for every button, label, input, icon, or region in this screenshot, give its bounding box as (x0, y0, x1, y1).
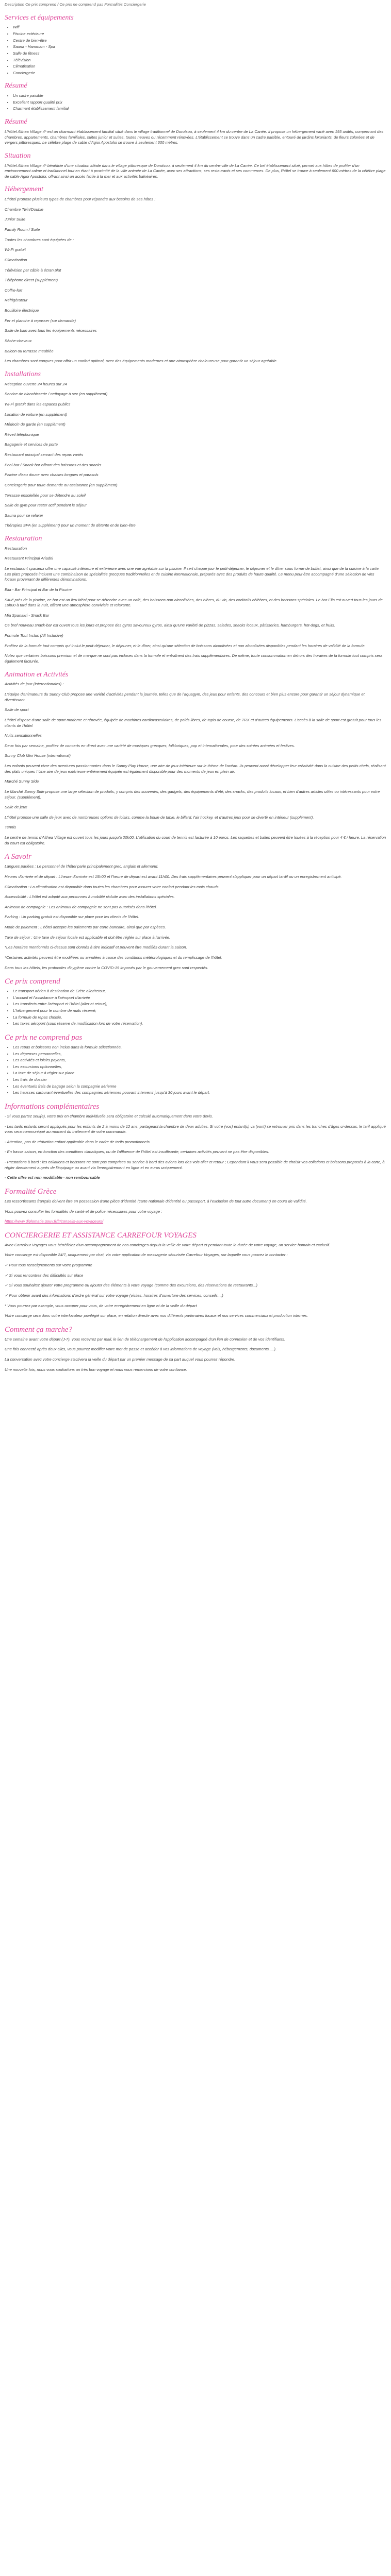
comment-body (5, 1337, 386, 1373)
text-line: Votre concierge est disponible 24/7, uniquement par chat, via votre application de messagerie sécurisée Carrefour Voyages, sur laquelle vous pouvez le contacter : (5, 1252, 288, 1258)
list-item: • Conciergerie (13, 71, 386, 76)
prix-comprend-title: Ce prix comprend (5, 977, 60, 986)
text-line: Taxe de séjour : Une taxe de séjour locale est applicable et doit être réglée sur place à l'arrivée. (5, 935, 171, 940)
text-line: Accessibilité : L'hôtel est adapté aux personnes à mobilité réduite avec des installations spéciales. (5, 894, 175, 900)
list-item: • Les repas et boissons non inclus dans la formule sélectionnée, (13, 1045, 386, 1050)
formalite-title: Formalité Grèce (5, 1187, 57, 1196)
text-line: Sunny Club Mini House (international) (5, 753, 71, 758)
text-line: Fer et planche à repasser (sur demande) (5, 318, 76, 323)
text-line: Wi-Fi gratuit dans les espaces publics (5, 401, 71, 406)
restauration-body (5, 546, 386, 665)
infos-title: Informations complémentaires (5, 1102, 100, 1111)
text-line: Salle de gym pour rester actif pendant le séjour (5, 503, 87, 508)
text-line: Elia - Bar Principal et Bar de la Piscine (5, 587, 72, 592)
list-item: • Sauna - Hammam - Spa (13, 44, 386, 50)
text-line: *Les horaires mentionnés ci-dessus sont donnés à titre indicatif et peuvent être modifiés durant la saison. (5, 945, 187, 950)
text-line: Coffre-fort (5, 287, 23, 293)
text-line: Climatisation (5, 257, 27, 262)
text-line: Salle de jeux (5, 805, 27, 810)
list-item: • La formule de repas choisie, (13, 1015, 386, 1021)
text-line: L'équipe d'animateurs du Sunny Club propose une variété d'activités pendant la journée, telles que de l'aquagym, des jeux pour enfants, des concours et bien plus encore pour garantir un séjour dynamique et divertissant. (5, 692, 365, 702)
text-line: Salle de bain avec tous les équipements nécessaires (5, 328, 97, 333)
conciergerie-title: CONCIERGERIE ET ASSISTANCE CARREFOUR VOYAGES (5, 1231, 197, 1240)
text-line: Terrasse ensoleillée pour se détendre au soleil (5, 493, 86, 498)
hebergement-lines (5, 197, 386, 364)
text-line: Balcon ou terrasse meublée (5, 348, 54, 353)
text-line: - En basse saison, en fonction des conditions climatiques, ou de l'affluence de l'hôtel est insuffisante, certaines activités peuvent ne pas être disponibles. (5, 1149, 269, 1155)
list-item: • Les activités et loisirs payants, (13, 1058, 386, 1063)
text-line: Activités de jour (internationales) : (5, 682, 64, 687)
text-line: Pool bar / Snack bar offrant des boissons et des snacks (5, 462, 102, 467)
text-line: Deux fois par semaine, profitez de concerts en direct avec une variété de musiques grecques, folkloriques, pop et internationales, pour des soirées animées et festives. (5, 743, 295, 748)
text-line: Service de blanchisserie / nettoyage à sec (en supplément) (5, 392, 108, 397)
list-item: • Les transferts entre l'aéroport et l'hôtel (aller et retour), (13, 1002, 386, 1007)
list-item: • La taxe de séjour à régler sur place (13, 1071, 386, 1076)
text-line: Nuits sensationnelles (5, 733, 42, 738)
resume-text: L'Hôtel Althea Village 4* est un charmant établissement familial situé dans le village traditionnel de Dorotsou, à seulement 4 km du centre de La Canée. Il propose un hébergement varié avec 155 unités, comprenant des chambres, appartements, chambres familiales, suites junior et suites, toutes neuves ou récemment rénovées. L'établissement se trouve dans un cadre paisible, entouré de jardins luxuriants, de fleurs colorées et de vergers pittoresques. Le célèbre plage de sable d'Agioi Apostoloi se trouve à seulement 600 mètres. (5, 129, 384, 145)
list-item: • Climatisation (13, 64, 386, 70)
text-line: ✓ Pour tous renseignements sur votre programme (5, 1263, 92, 1267)
text-line: ✓ Si vous rencontrez des difficultés sur place (5, 1273, 84, 1278)
restauration-title: Restauration (5, 535, 42, 543)
list-item: • Salle de fitness (13, 51, 386, 57)
installations-lines (5, 382, 386, 529)
text-line: Tennis (5, 825, 17, 830)
text-line: - Prestations à bord : les collations et boissons ne sont pas comprises ou service à bord des avions lors des vols aller et retour ; Cependant il vous sera possible de choisir vos collations et boissons proposés à la carte, à régler directement auprès de l'équipage ou avant via l'enregistrement en ligne et en euros uniquement. (5, 1160, 385, 1170)
situation-title: Situation (5, 151, 31, 160)
text-line: Réveil téléphonique (5, 432, 39, 437)
text-line: Une nouvelle fois, nous vous souhaitons un très bon voyage et nous vous remercions de votre confiance. (5, 1367, 187, 1372)
services-list (5, 25, 386, 76)
text-line: Toutes les chambres sont équipées de : (5, 237, 74, 242)
text-line: Sauna pour se relaxer (5, 513, 43, 518)
text-line: Animaux de compagnie : Les animaux de compagnie ne sont pas autorisés dans l'hôtel. (5, 904, 157, 909)
resume-block-title: Résumé (5, 118, 27, 126)
comment-title: Comment ça marche? (5, 1325, 73, 1334)
text-line: Parking : Un parking gratuit est disponible sur place pour les clients de l'hôtel. (5, 914, 139, 920)
text-line: Réception ouverte 24 heures sur 24 (5, 381, 67, 386)
text-line: Restaurant Principal Ariadni (5, 556, 53, 561)
text-line: Réfrigérateur (5, 298, 28, 303)
list-item: • Les hausses carburant éventuelles des compagnies aériennes pouvant intervenir jusqu'à 30 jours avant le départ. (13, 1090, 386, 1096)
text-line: Wi-Fi gratuit (5, 247, 26, 252)
text-line: Family Room / Suite (5, 227, 40, 232)
hebergement-title: Hébergement (5, 185, 43, 194)
text-line: Dans tous les hôtels, les protocoles d'hygiène contre la COVID-19 imposés par le gouvernement grec sont respectés. (5, 965, 208, 970)
text-line: Heures d'arrivée et de départ : L'heure d'arrivée est 15h00 et l'heure de départ est avant 11h00. Des frais supplémentaires peuvent s'appliquer pour un départ tardif ou un enregistrement anticipé. (5, 874, 342, 879)
text-line: Bagagerie et services de porte (5, 442, 58, 447)
text-line: Le Marché Sunny Side propose une large sélection de produits, y compris des souvenirs, des gadgets, des équipements d'été, des snacks, des produits locaux, et bien d'autres articles utiles ou intéressants pour votre séjour. (supplément). (5, 789, 380, 800)
text-line: * Vous pourrez par exemple, vous occuper pour vous, de votre enregistrement en ligne et de la veille du départ (5, 1303, 197, 1308)
text-line: Thérapies SPA (en supplément) pour un moment de détente et de bien-être (5, 523, 136, 528)
text-line: L'hôtel propose plusieurs types de chambres pour répondre aux besoins de ses hôtes : (5, 197, 156, 202)
prix-ne-comprend-title: Ce prix ne comprend pas (5, 1033, 83, 1042)
text-line: Langues parlées : Le personnel de l'hôtel parle principalement grec, anglais et allemand. (5, 864, 158, 869)
text-line: - Cette offre est non modifiable - non remboursable (5, 1175, 100, 1180)
text-line: L'hôtel dispose d'une salle de sport moderne et rénovée, équipée de machines cardiovasculaires, de poids libres, de tapis de course, de TRX et d'autres équipements. L'accès à la salle de sport est gratuit pour tous les clients de l'hôtel. (5, 717, 382, 728)
services-title: Services et équipements (5, 13, 74, 22)
formalite-body (5, 1199, 386, 1225)
text-line: Avec Carrefour Voyages vous bénéficiez d'un accompagnement de nos concierges depuis la veille de votre départ et pendant toute la durée de votre voyage, un service humain et exclusif. (5, 1242, 330, 1247)
text-line: - Les tarifs enfants seront appliqués pour les enfants de 2 à moins de 12 ans, partageant la chambre de deux adultes. Si votre (vos) enfant(s) va (vont) se retrouver pris dans les tranches d'âges ci-dessus, le tarif appliqué vous sera communiqué au moment du traitement de votre commande. (5, 1124, 386, 1134)
list-item: • Un cadre paisible (13, 93, 386, 99)
list-item: • Piscine extérieure (13, 31, 386, 37)
text-line: Location de voiture (en supplément) (5, 412, 68, 417)
text-line: Une fois connecté après deux clics, vous pourrez modifier votre mot de passe et accéder à vos informations de voyage (vols, hébergements, documents.....). (5, 1347, 277, 1352)
diplomatie-link[interactable]: https://www.diplomatie.gouv.fr/fr/conseils-aux-voyageurs/ (5, 1219, 104, 1224)
text-line: Formule Tout Inclus (All Inclusive) (5, 633, 63, 638)
prix-comprend-list (5, 989, 386, 1027)
text-line: ✓ Si vous souhaitez ajouter votre programme ou ajouter des éléments à votre voyage (comme des excursions, des réservations de restaurants...) (5, 1283, 258, 1288)
list-item: • Charmant établissement familial (13, 106, 386, 112)
situation-text: L'Hôtel Althea Village 4* bénéficie d'une situation idéale dans le village pittoresque de Dorotsou, à seulement 4 km du centre-ville de La Canée. Ce bel établissement situé, permet aux hôtes de profiter d'un environnement calme et traditionnel tout en étant à proximité de la ville animée de La Canée, avec ses attractions, ses restaurants et ses commerces. De plus, l'hôtel se trouve à seulement 600 mètres de la célèbre plage de sable Agioi Apostoloi, offrant ainsi un accès facile à la mer et aux activités balnéaires. (5, 163, 386, 179)
prix-ne-comprend-list (5, 1045, 386, 1096)
savoir-body (5, 864, 386, 971)
text-line: Situé près de la piscine, ce bar est un lieu idéal pour se détendre avec un café, des boissons non alcoolisées, des bières, du vin, des cocktails célèbres, et des boissons spéciales. Le bar Elia est ouvert tous les jours de 10h00 à tard dans la nuit, offrant une atmosphère conviviale et relaxante. (5, 597, 383, 608)
text-line: Vous pouvez consulter les formalités de santé et de police nécessaires pour votre voyage : (5, 1209, 162, 1214)
text-line: Chambre Twin/Double (5, 207, 43, 212)
text-line: Une semaine avant votre départ (J-7), vous recevrez par mail, le lien de téléchargement de l'application accompagné d'un lien de connexion et de vos identifiants. (5, 1336, 286, 1342)
text-line: Profitez de la formule tout compris qui inclut le petit-déjeuner, le déjeuner, et le dîner, ainsi qu'une sélection de boissons alcoolisées et non alcoolisées disponibles pendant les horaires de validité de la formule. (5, 643, 366, 648)
list-item: • Centre de bien-être (13, 38, 386, 44)
animation-title: Animation et Activités (5, 670, 69, 679)
intro-tabs: Description Ce prix comprend / Ce prix ne comprend pas Formalités Conciergerie (5, 2, 146, 7)
text-line: - Attention, pas de réduction enfant applicable dans le cadre de tarifs promotionnels. (5, 1139, 151, 1144)
text-line: Le restaurant spacieux offre une capacité intérieure et extérieure avec une vue agréable sur la piscine. Il sert chaque jour le petit-déjeuner, le déjeuner et le dîner sous forme de buffet, ainsi que de la cuisine à la carte. Les plats proposés incluent une combinaison de spécialités grecques traditionnelles et de cuisine internationale, préparés avec des produits de haute qualité. Le menu peut être accompagné d'une sélection de vins locaux provenant de différentes dénominations. (5, 566, 380, 582)
resume-title: Résumé (5, 82, 27, 90)
list-item: • Les excursions optionnelles, (13, 1064, 386, 1070)
text-line: Les enfants peuvent vivre des aventures passionnantes dans le Sunny Play House, une aire de jeux intérieure sur le thème de l'océan. Ils peuvent aussi développer leur créativité dans la cuisine des petits chefs, réalisant des plats uniques ! Une aire de jeux extérieure entièrement équipée est également disponible pour des moments de jeux en plein air. (5, 764, 386, 774)
list-item: • Télévision (13, 58, 386, 63)
text-line: ✓ Pour obtenir avant des informations d'ordre général sur votre voyage (visites, horaires d'ouverture des services, conseils....) (5, 1293, 223, 1298)
savoir-title: A Savoir (5, 853, 31, 861)
text-line: Les ressortissants français doivent être en possession d'une pièce d'identité (carte nationale d'identité ou passeport, à l'exclusion de tout autre document) en cours de validité. (5, 1198, 307, 1204)
list-item: • Excellent rapport qualité prix (13, 100, 386, 106)
text-line: Restauration (5, 546, 27, 551)
text-line: Sèche-cheveux (5, 338, 32, 343)
conciergerie-body (5, 1243, 386, 1319)
text-line: Télévision par câble à écran plat (5, 267, 61, 273)
text-line: - Si vous partez seul(e), votre prix en chambre individuelle sera obligatoire et calculé automatiquement dans votre devis. (5, 1113, 213, 1118)
text-line: Votre concierge sera donc votre interlocuteur privilégié sur place, en relation directe avec nos différents partenaires locaux et nos services commerciaux et production internes. (5, 1313, 308, 1318)
list-item: • Les frais de dossier (13, 1077, 386, 1083)
text-line: Junior Suite (5, 217, 26, 222)
text-line: Bouilloire électrique (5, 308, 39, 313)
text-line: La conversation avec votre concierge s'activera la veille du départ par un premier message de sa part auquel vous pourrez répondre. (5, 1357, 236, 1362)
list-item: • Les dépenses personnelles, (13, 1052, 386, 1057)
text-line: Salle de sport (5, 707, 29, 713)
text-line: Marché Sunny Side (5, 779, 39, 784)
text-line: Médecin de garde (en supplément) (5, 422, 66, 427)
list-item: • Les éventuels frais de bagage selon la compagnie aérienne (13, 1084, 386, 1090)
text-line: Ce bref nouveau snack-bar est ouvert tous les jours et propose des gyros savoureux gyros, ainsi qu'une variété de pizzas, salades, snacks locaux, pâtisseries, hamburgers, hot-dogs, et fruits. (5, 623, 335, 628)
text-line: Notez que certaines boissons premium et de marque ne sont pas incluses dans la formule et entraînent des frais supplémentaires. De même, toute consommation en dehors des horaires de la formule tout compris sera également facturée. (5, 653, 383, 664)
list-item: • Les taxes aéroport (sous réserve de modification lors de votre réservation). (13, 1021, 386, 1027)
text-line: Climatisation : La climatisation est disponible dans toutes les chambres pour assurer votre confort pendant les mois chauds. (5, 884, 220, 889)
text-line: Piscine d'eau douce avec chaises longues et parasols (5, 472, 99, 478)
resume-list (5, 93, 386, 112)
list-item: • L'accueil et l'assistance à l'aéroport d'arrivée (13, 995, 386, 1001)
list-item: • L'hébergement pour le nombre de nuits réservé, (13, 1008, 386, 1014)
text-line: Conciergerie pour toute demande ou assistance (en supplément) (5, 482, 118, 487)
text-line: *Certaines activités peuvent être modifiées ou annulées à cause des conditions météorologiques et du remplissage de l'hôtel. (5, 955, 222, 960)
installations-title: Installations (5, 370, 41, 378)
list-item: • Le transport aérien à destination de Crète aller/retour, (13, 989, 386, 994)
text-line: Le centre de tennis d'Althea Village est ouvert tous les jours jusqu'à 20h00. L'utilisation du court de tennis est facturée à 10 euros. Les raquettes et balles peuvent être louées à la réception pour 4 € / heure. La réservation du court est obligatoire. (5, 835, 386, 845)
text-line: Mode de paiement : L'hôtel accepte les paiements par carte bancaire, ainsi que par espèces. (5, 925, 166, 929)
text-line: Mia Spanakri - Snack Bar (5, 613, 50, 618)
text-line: Les chambres sont conçues pour offrir un confort optimal, avec des équipements modernes et une atmosphère chaleureuse pour garantir un séjour agréable. (5, 359, 278, 364)
list-item: • Wifi (13, 25, 386, 30)
infos-body (5, 1114, 386, 1181)
text-line: L'hôtel propose une salle de jeux avec de nombreuses options de loisirs, comme la boule de table, le billard, l'air hockey, et d'autres jeux pour se divertir en intérieur (supplément). (5, 815, 314, 820)
text-line: Téléphone direct (supplément) (5, 278, 58, 283)
animation-body (5, 682, 386, 846)
text-line: Restaurant principal servant des repas variés (5, 452, 84, 457)
